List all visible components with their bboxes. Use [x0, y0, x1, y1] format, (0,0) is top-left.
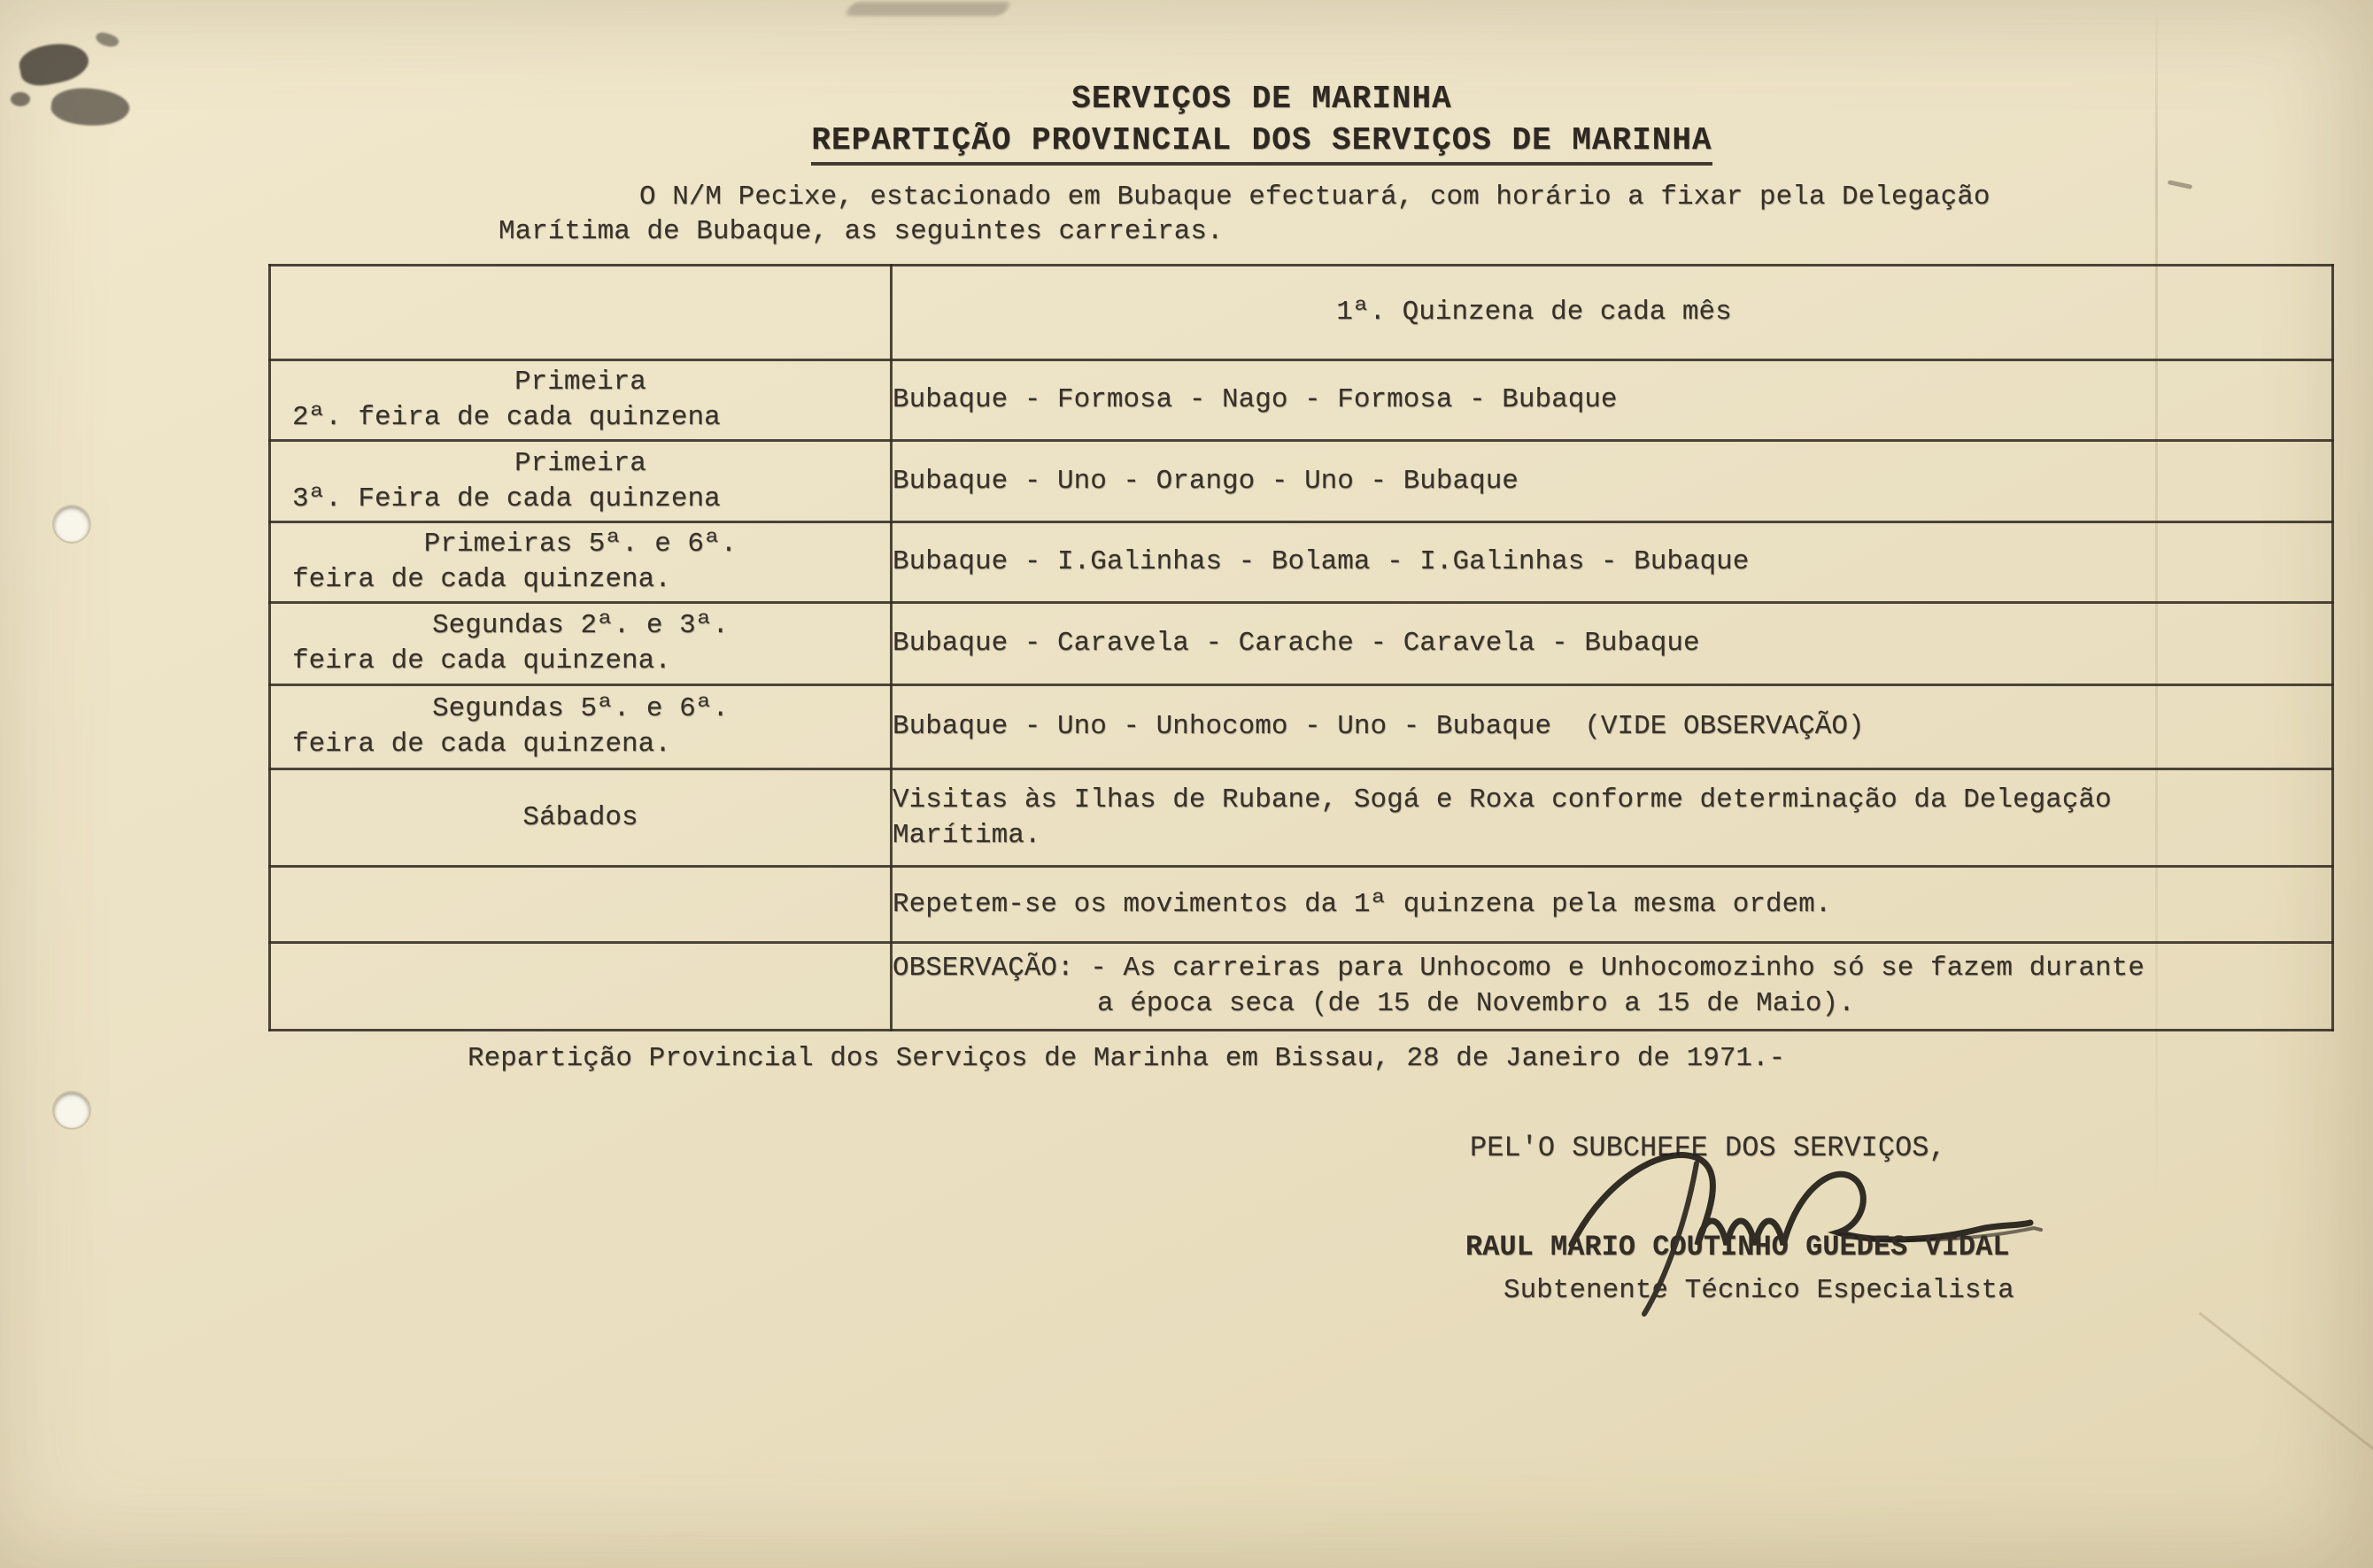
document-subtitle: REPARTIÇÃO PROVINCIAL DOS SERVIÇOS DE MARINHA — [704, 120, 1820, 161]
ink-smudge — [94, 30, 120, 50]
schedule-route-cell: Visitas às Ilhas de Rubane, Sogá e Roxa conforme determinação da Delegação Marítima. — [892, 769, 2333, 867]
punch-hole-bottom — [54, 1093, 89, 1128]
schedule-route-cell: Repetem-se os movimentos da 1ª quinzena pela mesma ordem. — [892, 867, 2333, 943]
document-title: SERVIÇOS DE MARINHA — [1071, 81, 1452, 117]
intro-line-2: Marítima de Bubaque, as seguintes carreiras. — [499, 216, 1224, 247]
intro-line-1: O N/M Pecixe, estacionado em Bubaque efectuará, com horário a fixar pela Delegação — [639, 182, 1990, 212]
schedule-day-cell: Segundas 5ª. e 6ª. feira de cada quinzena. — [270, 685, 892, 769]
punch-hole-top — [54, 506, 89, 542]
schedule-route-cell: Bubaque - Caravela - Carache - Caravela - Bubaque — [892, 603, 2333, 685]
letterhead — [704, 78, 1820, 161]
signer-name: RAUL MÁRIO COUTINHO GUEDES VIDAL — [1465, 1231, 2010, 1263]
schedule-day-cell — [270, 943, 892, 1031]
schedule-table — [268, 264, 2334, 1031]
schedule-day-cell: Primeira 3ª. Feira de cada quinzena — [270, 441, 892, 522]
schedule-route-cell: Bubaque - Formosa - Nago - Formosa - Bubaque — [892, 360, 2333, 441]
table-header-quinzena — [892, 266, 2333, 360]
table-row — [270, 867, 2333, 943]
signature-title-line: PEL'O SUBCHEFE DOS SERVIÇOS, — [1470, 1132, 1946, 1164]
schedule-day-cell — [270, 266, 892, 360]
issued-line: Repartição Provincial dos Serviços de Marinha em Bissau, 28 de Janeiro de 1971.- — [468, 1043, 1786, 1074]
paper-mark — [2168, 180, 2192, 189]
table-row — [270, 685, 2333, 769]
schedule-day-cell: Segundas 2ª. e 3ª. feira de cada quinzena. — [270, 603, 892, 685]
table-row — [270, 522, 2333, 603]
schedule-day-cell: Primeira 2ª. feira de cada quinzena — [270, 360, 892, 441]
schedule-route-cell: Bubaque - I.Galinhas - Bolama - I.Galinhas - Bubaque — [892, 522, 2333, 603]
schedule-day-cell — [270, 867, 892, 943]
table-row — [270, 441, 2333, 522]
quinzena-label: 1ª. Quinzena de cada mês — [1336, 297, 1732, 328]
table-row — [270, 943, 2333, 1031]
ink-smudge — [17, 38, 92, 89]
table-header-row — [270, 266, 2333, 360]
table-row — [270, 360, 2333, 441]
ink-smudge — [50, 84, 131, 130]
schedule-day-cell: Primeiras 5ª. e 6ª. feira de cada quinzena. — [270, 522, 892, 603]
schedule-route-cell: Bubaque - Uno - Orango - Uno - Bubaque — [892, 441, 2333, 522]
paper-smudge — [844, 2, 1012, 16]
schedule-day-cell: Sábados — [270, 769, 892, 867]
schedule-route-cell: Bubaque - Uno - Unhocomo - Uno - Bubaque (VIDE OBSERVAÇÃO) — [892, 685, 2333, 769]
ink-smudge — [11, 92, 30, 106]
schedule-route-cell: OBSERVAÇÃO: - As carreiras para Unhocomo e Unhocomozinho só se fazem durante a época seca (de 15 de Novembro a 15 de Maio). — [892, 943, 2333, 1031]
table-row — [270, 603, 2333, 685]
fold-crease — [2199, 1312, 2373, 1488]
signer-role: Subtenente Técnico Especialista — [1503, 1275, 2014, 1306]
table-row — [270, 769, 2333, 867]
intro-paragraph — [499, 180, 1990, 249]
